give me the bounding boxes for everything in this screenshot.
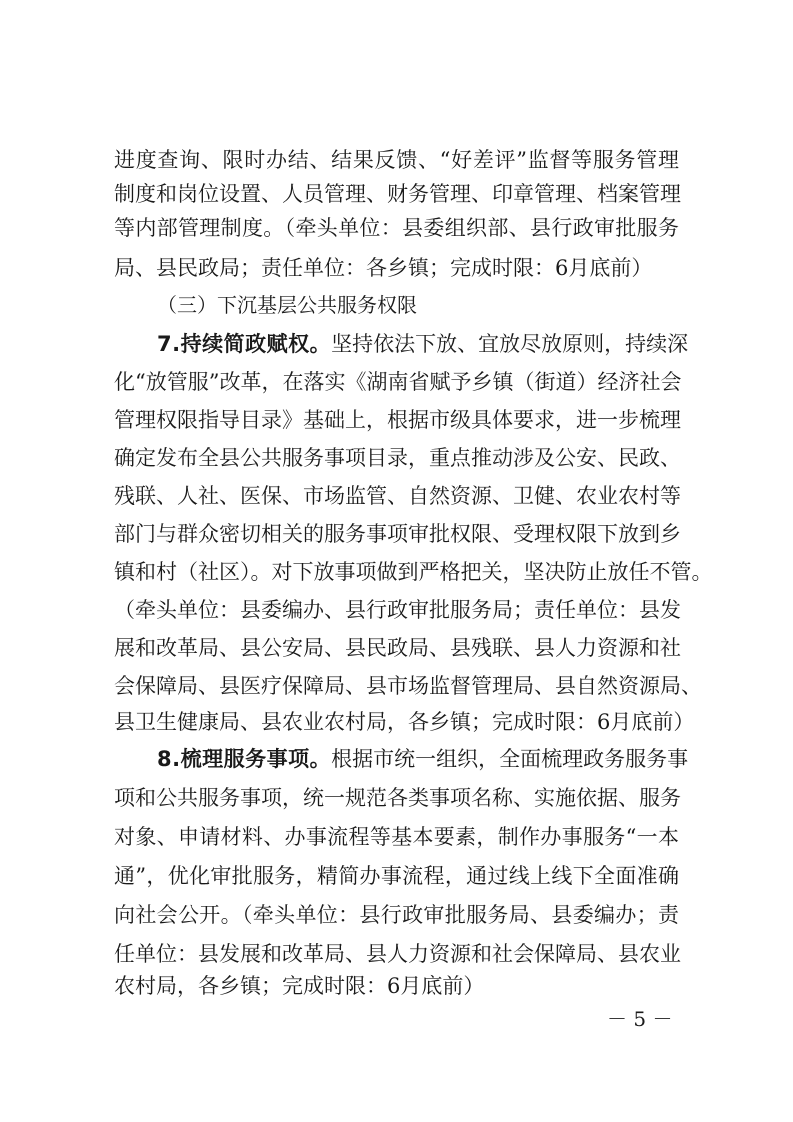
paragraph-line: 局、县民政局；责任单位：各乡镇；完成时限：6月底前）: [114, 256, 653, 280]
item-7-line: 镇和村（社区）。对下放事项做到严格把关，坚决防止放任不管。: [114, 560, 713, 584]
item-8-first-line-text: 根据市统一组织，全面梳理政务服务事: [331, 747, 689, 771]
item-7-line: 化“放管服”改革，在落实《湖南省赋予乡镇（街道）经济社会: [114, 370, 682, 394]
paragraph-line: 等内部管理制度。（牵头单位：县委组织部、县行政审批服务: [114, 216, 679, 240]
item-8-line: 农村局，各乡镇；完成时限：6月底前）: [114, 974, 485, 998]
item-7-line: 残联、人社、医保、市场监管、自然资源、卫健、农业农村等: [114, 484, 681, 508]
item-7-line: （牵头单位：县委编办、县行政审批服务局；责任单位：县发: [114, 598, 681, 622]
item-7-line: 展和改革局、县公安局、县民政局、县残联、县人力资源和社: [114, 636, 681, 660]
item-7-title: 7.持续简政赋权。: [157, 332, 332, 356]
paragraph-line: 制度和岗位设置、人员管理、财务管理、印章管理、档案管理: [114, 182, 681, 206]
item-8-line: 向社会公开。（牵头单位：县行政审批服务局、县委编办；责: [114, 903, 679, 927]
section-heading: （三）下沉基层公共服务权限: [157, 293, 417, 317]
item-7-line: 确定发布全县公共服务事项目录，重点推动涉及公安、民政、: [114, 446, 681, 470]
item-8-line: 通”，优化审批服务，精简办事流程，通过线上线下全面准确: [114, 864, 679, 888]
paragraph-line: 进度查询、限时办结、结果反馈、“好差评”监督等服务管理: [114, 148, 679, 172]
item-7-line: 管理权限指导目录》基础上，根据市级具体要求，进一步梳理: [114, 408, 681, 432]
item-7-line: 部门与群众密切相关的服务事项审批权限、受理权限下放到乡: [114, 522, 681, 546]
item-8-line: 项和公共服务事项，统一规范各类事项名称、实施依据、服务: [114, 786, 681, 810]
item-7-line: 县卫生健康局、县农业农村局，各乡镇；完成时限：6月底前）: [114, 710, 695, 734]
item-8-title: 8.梳理服务事项。: [157, 747, 332, 771]
item-7-first-line: [157, 327, 689, 361]
item-8-line: 任单位：县发展和改革局、县人力资源和社会保障局、县农业: [114, 942, 681, 966]
item-7-first-line-text: 坚持依法下放、宜放尽放原则，持续深: [331, 332, 689, 356]
page-number: － 5 －: [607, 1007, 673, 1031]
item-8-line: 对象、申请材料、办事流程等基本要素，制作办事服务“一本: [114, 825, 679, 849]
item-7-line: 会保障局、县医疗保障局、县市场监督管理局、县自然资源局、: [114, 674, 702, 698]
item-8-first-line: [157, 742, 689, 776]
